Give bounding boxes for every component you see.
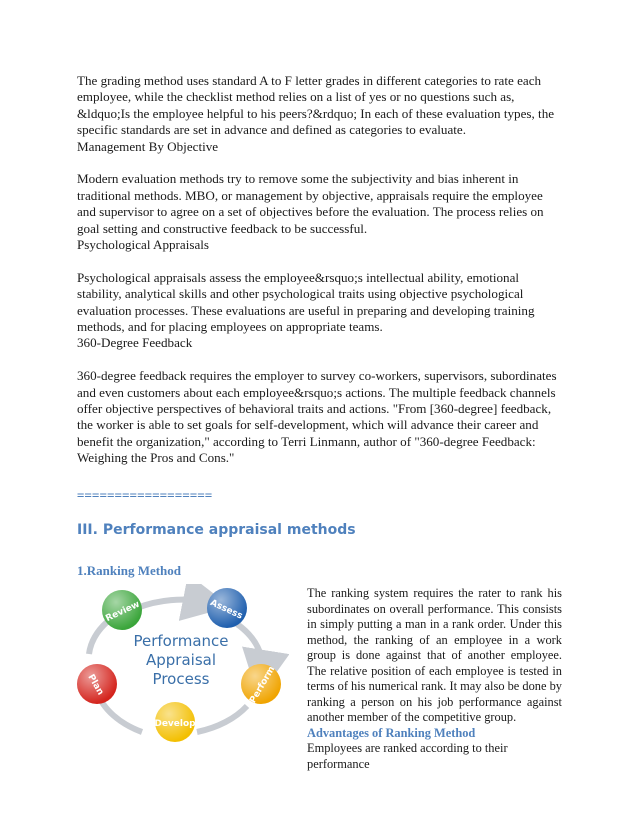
heading-360: 360-Degree Feedback xyxy=(77,335,193,351)
paragraph-psychological: Psychological appraisals assess the employee&rsquo;s intellectual ability, emotional stability, analytical skills and other psychological traits using objective psychological evaluation processes. These evaluations are useful in preparing and developing training methods, and for placing employees on appropriate teams. xyxy=(77,269,535,335)
svg-text:Appraisal: Appraisal xyxy=(145,651,217,669)
step-assess xyxy=(207,588,247,628)
step-review xyxy=(102,590,142,630)
ranking-description xyxy=(307,586,562,772)
step-label: Develop xyxy=(154,719,196,729)
paragraph-grading: The grading method uses standard A to F letter grades in different categories to rate each employee, while the checklist method relies on a list of yes or no questions such as, &ldquo;Is the employee helpful to his peers?&rdquo; In each of these evaluation types, the specific standards are set in advance and defined as categories to evaluate. xyxy=(77,73,555,138)
paragraph-mbo: Modern evaluation methods try to remove some the subjectivity and bias inherent in traditional methods. MBO, or management by objective, appraisals require the employee and supervisor to agree on a set of objectives before the evaluation. The process relies on goal setting and constructive feedback to be successful. xyxy=(77,171,544,236)
subsection-heading: 1.Ranking Method xyxy=(77,563,182,578)
advantages-text: Employees are ranked according to their performance xyxy=(307,741,508,771)
step-develop xyxy=(154,702,196,742)
paragraph-360: 360-degree feedback requires the employer to survey co-workers, supervisors, subordinates and even customers about each employee&rsquo;s actions. The multiple feedback channels offer objective perspectives of behavioral traits and actions. "From [360-degree] feedback, the worker is able to set goals for self-development, which will advance their career and benefit the organization," according to Terri Linmann, author of "360-degree Feedback: Weighing the Pros and Cons." xyxy=(77,368,557,466)
heading-psychological: Psychological Appraisals xyxy=(77,237,210,253)
section-heading: III. Performance appraisal methods xyxy=(77,522,356,538)
step-perform xyxy=(241,664,281,705)
advantages-heading: Advantages of Ranking Method xyxy=(307,725,476,740)
step-label: Review xyxy=(104,599,142,625)
step-label: Assess xyxy=(208,597,244,622)
diagram-center-title xyxy=(133,632,228,688)
heading-mbo: Management By Objective xyxy=(77,138,219,154)
svg-text:Performance: Performance xyxy=(133,632,229,650)
separator-line: ================== xyxy=(77,488,213,502)
body-text xyxy=(77,73,563,467)
appraisal-process-diagram xyxy=(77,584,289,744)
step-plan xyxy=(77,664,117,704)
svg-text:Process: Process xyxy=(152,670,210,688)
step-label: Perform xyxy=(248,664,278,706)
ranking-text: The ranking system requires the rater to rank his subordinates on overall performance. This consists in simply putting a man in a rank order. Under this method, the ranking of an employee in a work group is done against that of another employee. The relative position of each employee is tested in terms of his numerical rank. It may also be done by ranking a person on his job performance against another member of the competitive group. xyxy=(307,586,562,724)
step-label: Plan xyxy=(85,672,106,698)
